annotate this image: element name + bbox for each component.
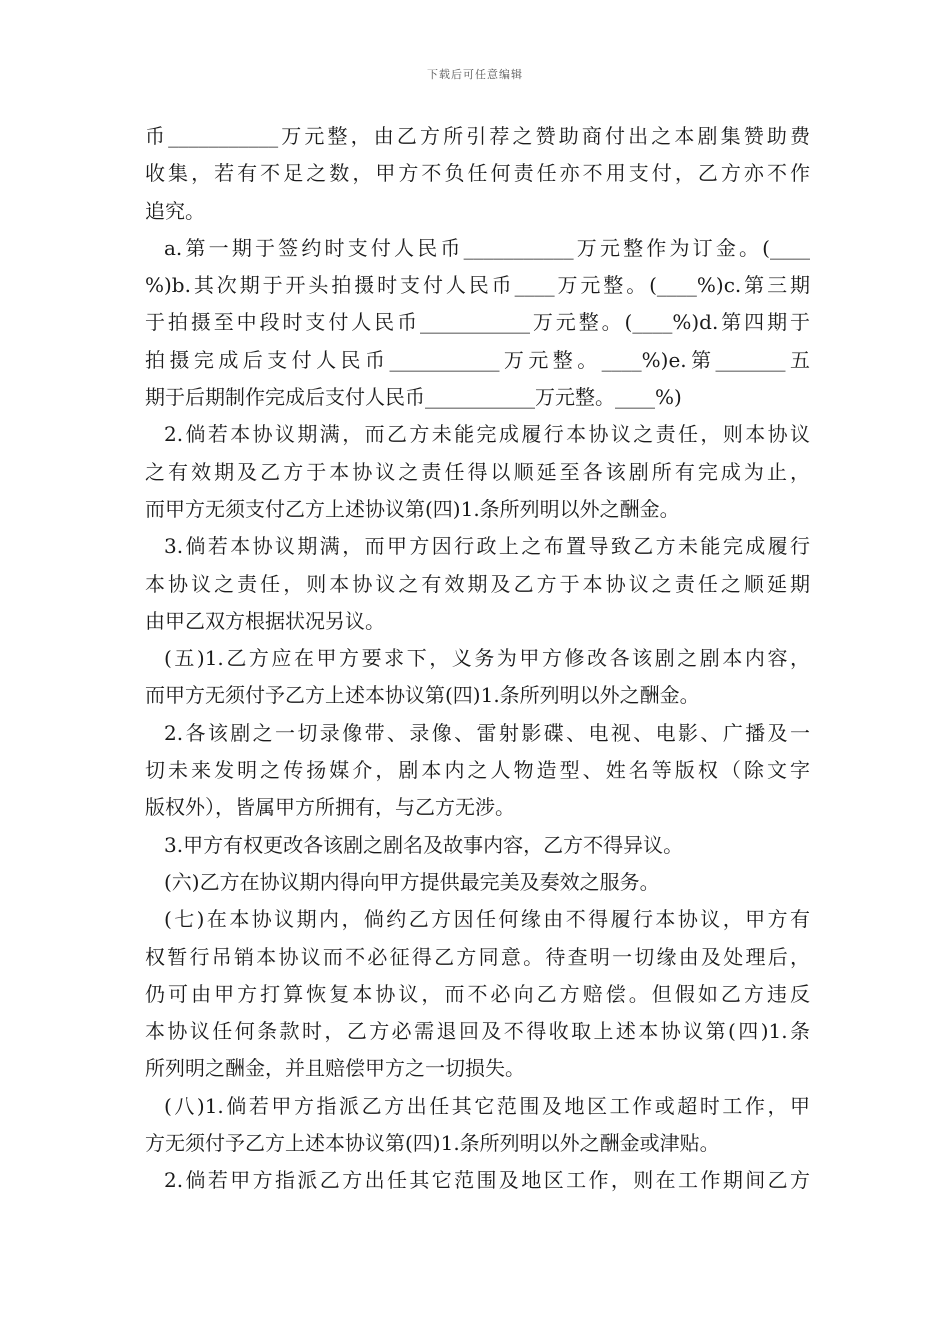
text-line: 于拍摄至中段时支付人民币___________万元整。(____%)d.第四期于 bbox=[145, 310, 810, 335]
text-line: 期于后期制作完成后支付人民币___________万元整。____%) bbox=[145, 385, 682, 410]
text-line: 之有效期及乙方于本协议之责任得以顺延至各该剧所有完成为止， bbox=[145, 459, 810, 484]
text-line: 版权外），皆属甲方所拥有，与乙方无涉。 bbox=[145, 795, 515, 820]
page-header: 下载后可任意编辑 bbox=[427, 68, 523, 81]
text-line: 2.各该剧之一切录像带、录像、雷射影碟、电视、电影、广播及一 bbox=[164, 720, 810, 745]
text-line: 切未来发明之传扬媒介，剧本内之人物造型、姓名等版权（除文字 bbox=[145, 758, 810, 783]
text-line: (七)在本协议期内，倘约乙方因任何缘由不得履行本协议，甲方有 bbox=[164, 907, 810, 932]
text-line: 所列明之酬金，并且赔偿甲方之一切损失。 bbox=[145, 1056, 525, 1081]
text-line: 本协议之责任，则本协议之有效期及乙方于本协议之责任之顺延期 bbox=[145, 571, 810, 596]
text-line: 由甲乙双方根据状况另议。 bbox=[145, 608, 385, 633]
text-line: %)b.其次期于开头拍摄时支付人民币____万元整。(____%)c.第三期 bbox=[145, 273, 810, 298]
text-line: 追究。 bbox=[145, 198, 205, 223]
text-line: 3.甲方有权更改各该剧之剧名及故事内容，乙方不得异议。 bbox=[164, 832, 684, 857]
text-line: 仍可由甲方打算恢复本协议，而不必向乙方赔偿。但假如乙方违反 bbox=[145, 981, 810, 1006]
text-line: (五)1.乙方应在甲方要求下，义务为甲方修改各该剧之剧本内容， bbox=[164, 646, 810, 671]
text-line: (六)乙方在协议期内得向甲方提供最完美及奏效之服务。 bbox=[164, 869, 660, 894]
text-line: 本协议任何条款时，乙方必需退回及不得收取上述本协议第(四)1.条 bbox=[145, 1019, 810, 1044]
text-line: 而甲方无须支付乙方上述协议第(四)1.条所列明以外之酬金。 bbox=[145, 496, 680, 521]
text-line: 拍摄完成后支付人民币___________万元整。____%)e.第_______五 bbox=[145, 347, 810, 372]
document-body bbox=[145, 118, 810, 1200]
text-line: 而甲方无须付予乙方上述本协议第(四)1.条所列明以外之酬金。 bbox=[145, 683, 700, 708]
text-line: 收集，若有不足之数，甲方不负任何责任亦不用支付，乙方亦不作 bbox=[145, 161, 810, 186]
text-line: 2.倘若甲方指派乙方出任其它范围及地区工作，则在工作期间乙方 bbox=[164, 1168, 810, 1193]
text-line: 币___________万元整，由乙方所引荐之赞助商付出之本剧集赞助费 bbox=[145, 124, 810, 148]
text-line: 权暂行吊销本协议而不必征得乙方同意。待查明一切缘由及处理后， bbox=[145, 944, 810, 969]
text-line: a.第一期于签约时支付人民币___________万元整作为订金。(____ bbox=[164, 235, 810, 260]
text-line: 3.倘若本协议期满，而甲方因行政上之布置导致乙方未能完成履行 bbox=[164, 534, 810, 559]
text-line: (八)1.倘若甲方指派乙方出任其它范围及地区工作或超时工作，甲 bbox=[164, 1093, 810, 1118]
text-line: 方无须付予乙方上述本协议第(四)1.条所列明以外之酬金或津贴。 bbox=[145, 1131, 720, 1156]
text-line: 2.倘若本协议期满，而乙方未能完成履行本协议之责任，则本协议 bbox=[164, 422, 810, 447]
